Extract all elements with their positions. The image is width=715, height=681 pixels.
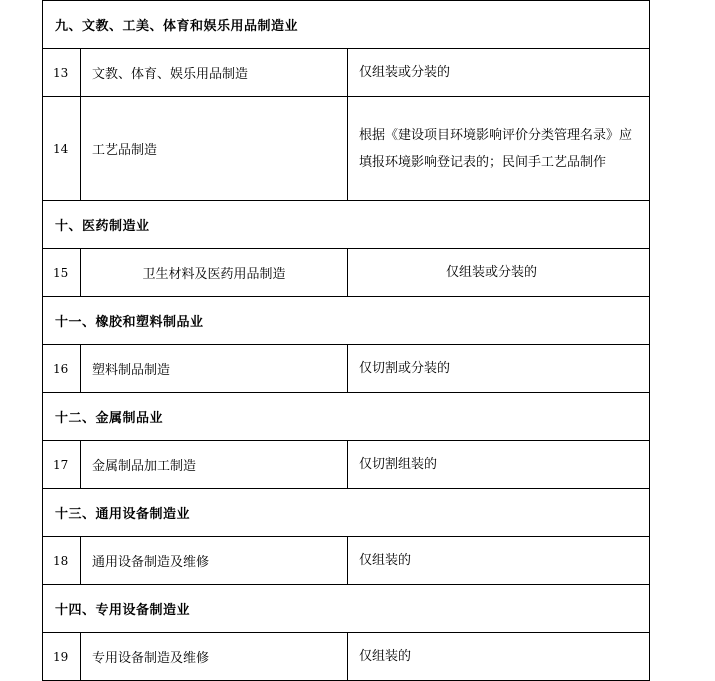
category-title: 九、文教、工美、体育和娱乐用品制造业 — [55, 19, 299, 34]
category-row — [43, 393, 649, 441]
industry-name: 卫生材料及医药用品制造 — [81, 249, 348, 296]
row-number: 14 — [43, 97, 81, 200]
industry-name: 工艺品制造 — [81, 97, 348, 200]
table-row — [43, 441, 649, 489]
category-title: 十二、金属制品业 — [55, 411, 164, 426]
category-title: 十一、橡胶和塑料制品业 — [55, 315, 204, 330]
table-row — [43, 49, 649, 97]
category-row — [43, 585, 649, 633]
condition-text: 仅组装的 — [359, 553, 412, 568]
condition-text: 根据《建设项目环境影响评价分类管理名录》应填报环境影响登记表的；民间手工艺品制作 — [359, 127, 633, 170]
industry-name: 金属制品加工制造 — [81, 441, 348, 488]
condition-text: 仅切割组装的 — [359, 457, 438, 472]
row-number: 19 — [43, 633, 81, 680]
industry-name: 塑料制品制造 — [81, 345, 348, 392]
condition-text: 仅组装或分装的 — [359, 65, 451, 80]
classification-table — [42, 0, 650, 681]
industry-name: 文教、体育、娱乐用品制造 — [81, 49, 348, 96]
row-number: 17 — [43, 441, 81, 488]
table-row — [43, 537, 649, 585]
table-row — [43, 633, 649, 681]
industry-name: 专用设备制造及维修 — [81, 633, 348, 680]
category-title: 十四、专用设备制造业 — [55, 603, 191, 618]
category-title: 十、医药制造业 — [55, 219, 150, 234]
category-row — [43, 297, 649, 345]
industry-name: 通用设备制造及维修 — [81, 537, 348, 584]
category-row — [43, 1, 649, 49]
table-row — [43, 345, 649, 393]
row-number: 13 — [43, 49, 81, 96]
row-number: 16 — [43, 345, 81, 392]
table-row — [43, 249, 649, 297]
row-number: 15 — [43, 249, 81, 296]
condition-text: 仅组装或分装的 — [445, 265, 537, 280]
condition-text: 仅切割或分装的 — [359, 361, 451, 376]
condition-text: 仅组装的 — [359, 649, 412, 664]
category-row — [43, 489, 649, 537]
category-row — [43, 201, 649, 249]
table-row — [43, 97, 649, 201]
category-title: 十三、通用设备制造业 — [55, 507, 191, 522]
row-number: 18 — [43, 537, 81, 584]
